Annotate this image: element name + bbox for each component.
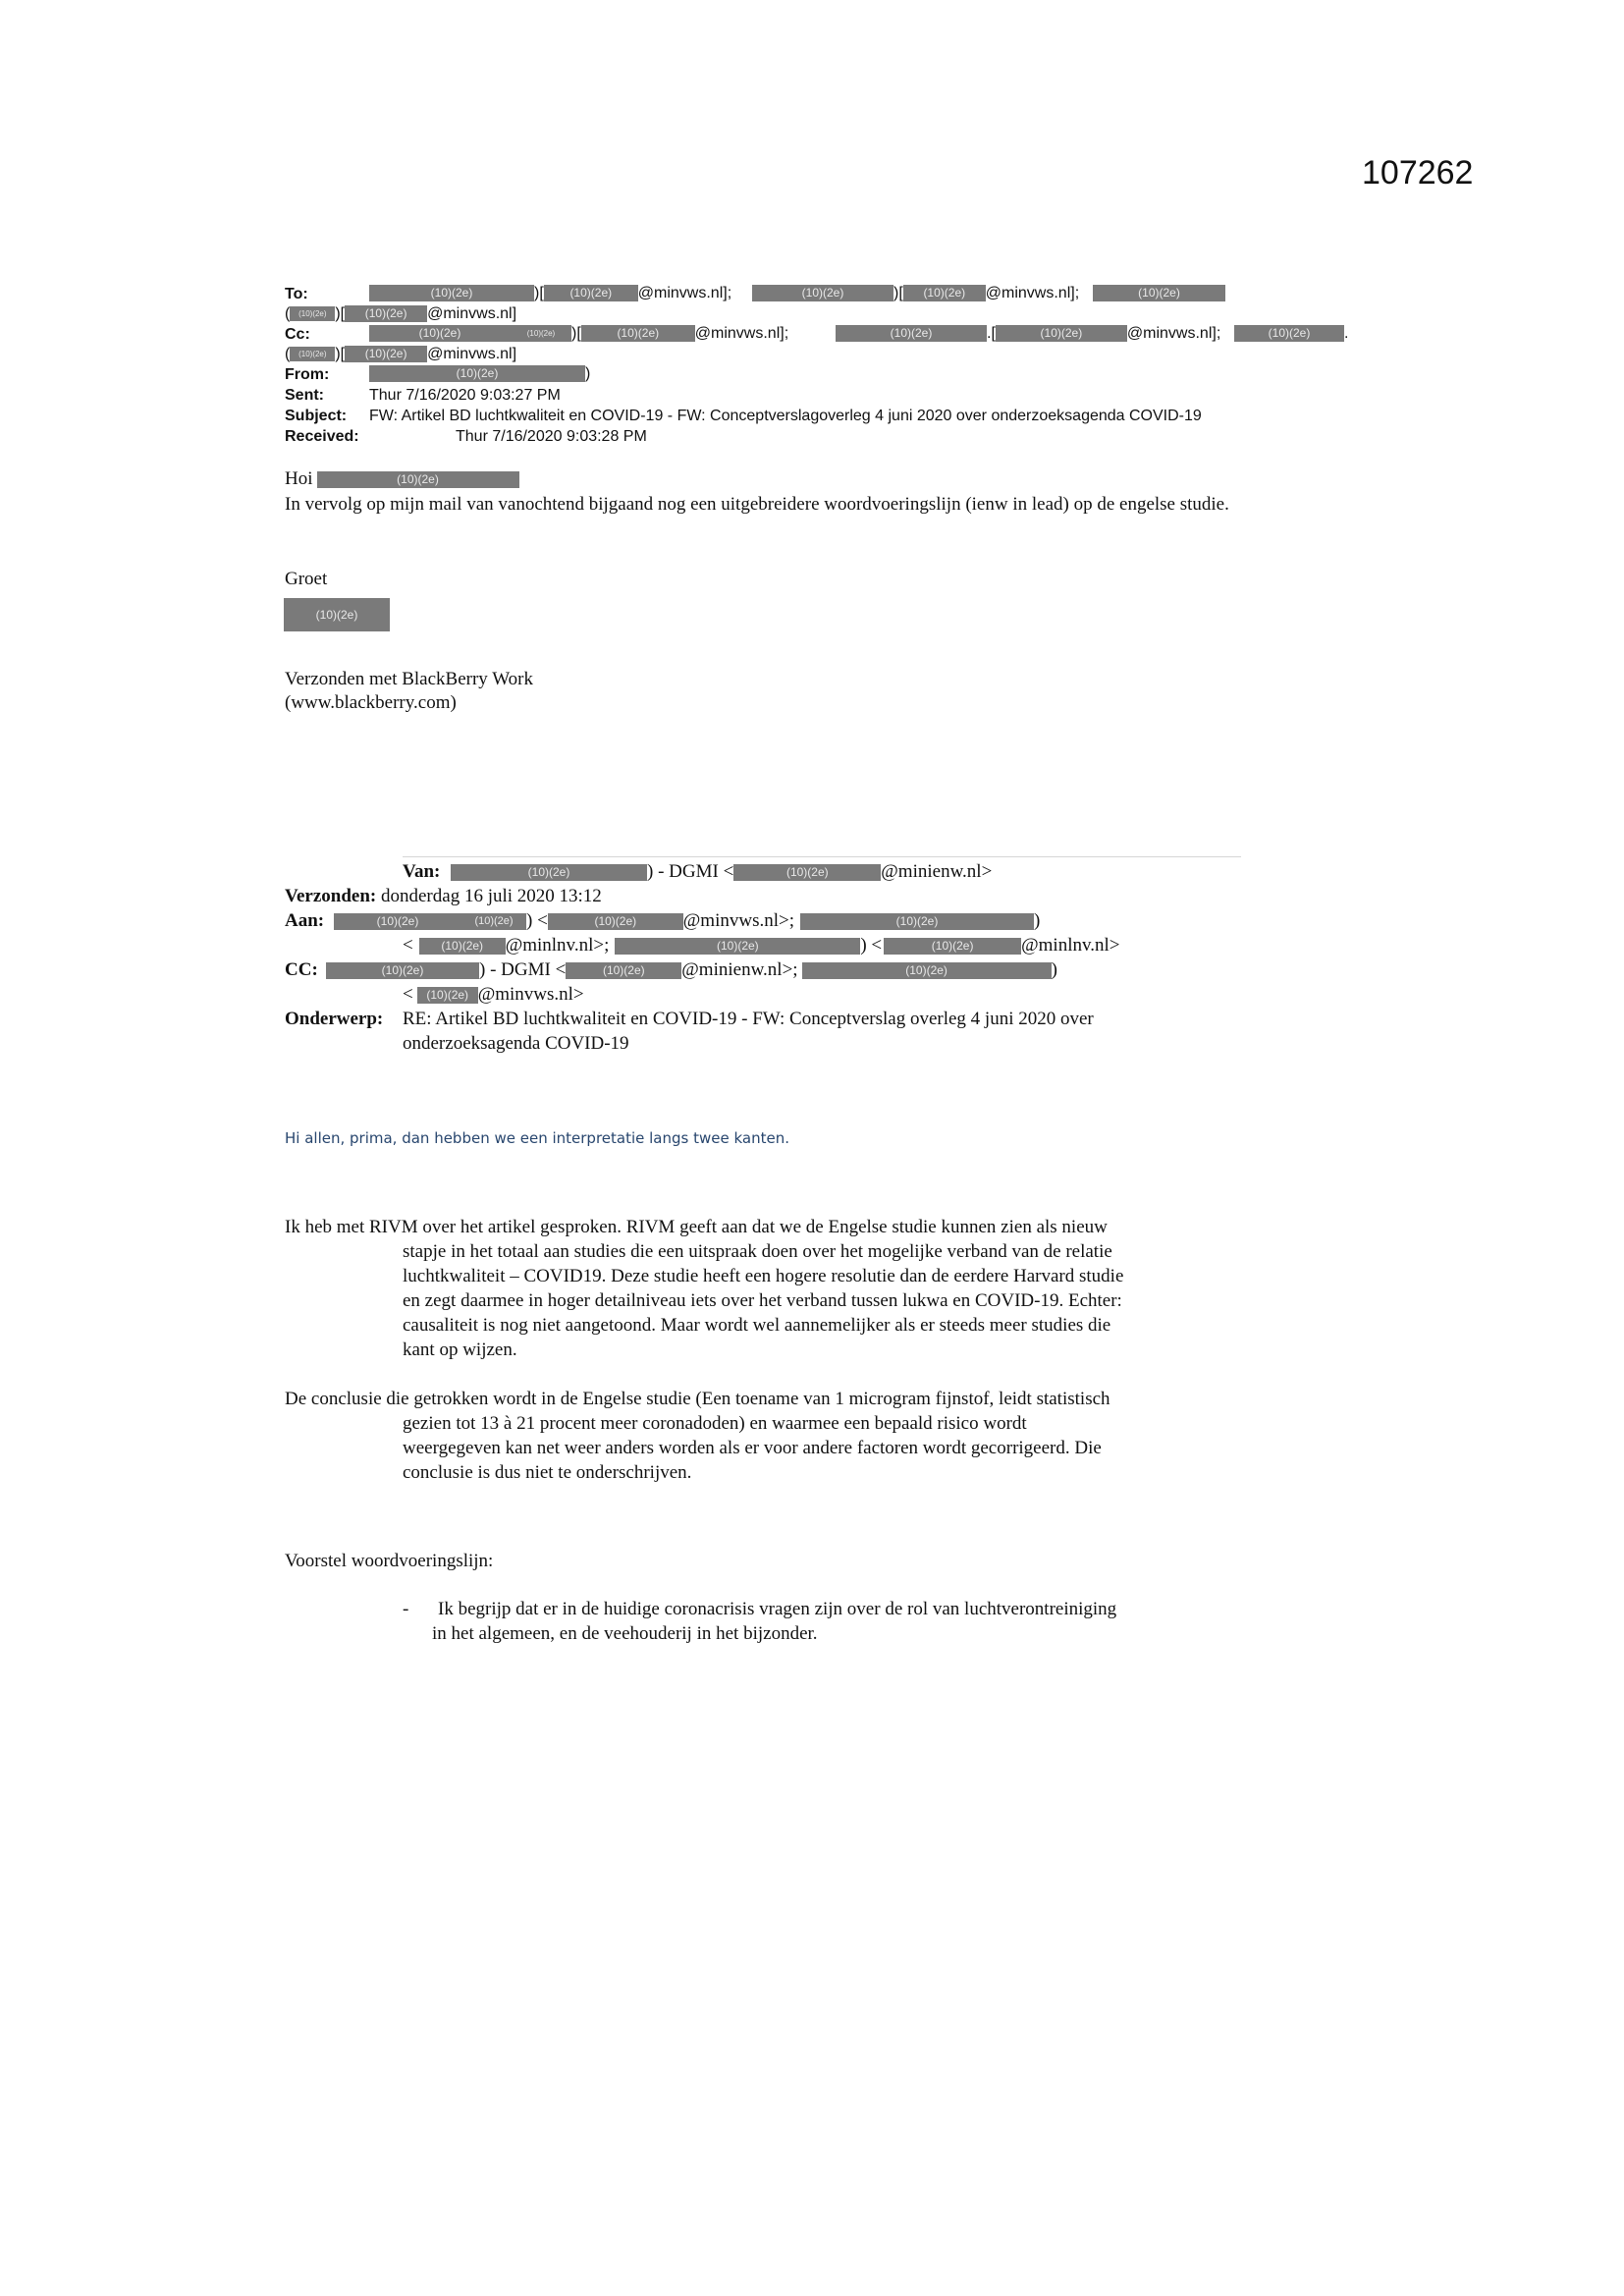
received-label: Received: — [285, 428, 359, 445]
redaction: (10)(2e) — [548, 913, 683, 930]
signature-line-2: (www.blackberry.com) — [285, 692, 457, 713]
bullet-line-1: Ik begrijp dat er in de huidige coronacrisis vragen zijn over de rol van luchtverontreiniging — [438, 1599, 1117, 1619]
redaction: (10)(2e) — [511, 325, 571, 342]
redaction: (10)(2e) — [345, 346, 427, 362]
paragraph-1-line: causaliteit is nog niet aangetoond. Maar wordt wel aannemelijker als er steeds meer studies die — [403, 1315, 1111, 1336]
email-domain: @minvws.nl]; — [1126, 325, 1221, 342]
redaction: (10)(2e) — [1093, 285, 1225, 301]
verzonden-label: Verzonden: — [285, 886, 377, 906]
subject-label: Subject: — [285, 408, 348, 424]
redaction: (10)(2e) — [334, 913, 461, 930]
message-text: In vervolg op mijn mail van vanochtend bijgaand nog een uitgebreidere woordvoeringslijn (ienw in lead) op de engelse studie. — [285, 494, 1229, 515]
email-domain: @minvws.nl]; — [694, 325, 789, 342]
sent-label: Sent: — [285, 387, 324, 404]
redaction: (10)(2e) — [369, 325, 511, 342]
received-value: Thur 7/16/2020 9:03:28 PM — [456, 428, 647, 445]
paragraph-1-line: kant op wijzen. — [403, 1339, 517, 1360]
email-domain: @minvws.nl] — [427, 346, 517, 362]
to-label: To: — [285, 286, 308, 302]
closing: Groet — [285, 569, 328, 589]
van-label: Van: — [403, 861, 441, 882]
onderwerp-line-1: RE: Artikel BD luchtkwaliteit en COVID-19 - FW: Conceptverslag overleg 4 juni 2020 over — [403, 1009, 1094, 1029]
email-domain: @minvws.nl]; — [985, 285, 1080, 301]
sent-value: Thur 7/16/2020 9:03:27 PM — [369, 387, 561, 404]
cc-label: Cc: — [285, 326, 310, 343]
aan-label: Aan: — [285, 910, 325, 931]
onderwerp-label: Onderwerp: — [285, 1009, 384, 1029]
redaction: (10)(2e) — [1234, 325, 1344, 342]
paragraph-2-line: conclusie is dus niet te onderschrijven. — [403, 1462, 692, 1483]
redaction: (10)(2e) — [996, 325, 1127, 342]
paragraph-2-line: weergegeven kan net weer anders worden als er voor andere factoren wordt gecorrigeerd. Die — [403, 1438, 1102, 1458]
redaction: (10)(2e) — [419, 938, 506, 955]
redaction: (10)(2e) — [290, 347, 335, 361]
signature-redaction: (10)(2e) — [284, 598, 390, 631]
redaction: (10)(2e) — [317, 471, 519, 488]
redaction: (10)(2e) — [800, 913, 1034, 930]
paragraph-1-line: luchtkwaliteit – COVID19. Deze studie heeft een hogere resolutie dan de eerdere Harvard studie — [403, 1266, 1124, 1286]
bullet-dash: - — [403, 1599, 409, 1619]
document-number: 107262 — [1362, 154, 1474, 191]
redaction: (10)(2e) — [752, 285, 893, 301]
proposal-title: Voorstel woordvoeringslijn: — [285, 1551, 494, 1571]
redaction: (10)(2e) — [566, 962, 681, 979]
redaction: (10)(2e) — [461, 913, 526, 930]
redaction: (10)(2e) — [369, 365, 585, 382]
paragraph-1-first: Ik heb met RIVM over het artikel gesproken. RIVM geeft aan dat we de Engelse studie kunnen zien als nieuw — [285, 1217, 1108, 1237]
redaction: (10)(2e) — [451, 864, 647, 881]
redaction: (10)(2e) — [836, 325, 987, 342]
verzonden-value: donderdag 16 juli 2020 13:12 — [381, 886, 602, 906]
redaction: (10)(2e) — [733, 864, 881, 881]
redaction: (10)(2e) — [903, 285, 986, 301]
redaction: (10)(2e) — [802, 962, 1052, 979]
from-label: From: — [285, 366, 330, 383]
greeting: Hoi — [285, 468, 313, 489]
paragraph-2-line: gezien tot 13 à 21 procent meer coronadoden) en waarmee een bepaald risico wordt — [403, 1413, 1027, 1434]
email-domain: @minvws.nl] — [427, 305, 517, 322]
signature-line-1: Verzonden met BlackBerry Work — [285, 669, 533, 689]
cc-label-forwarded: CC: — [285, 959, 318, 980]
reply-intro: Hi allen, prima, dan hebben we een interpretatie langs twee kanten. — [285, 1129, 789, 1147]
email-domain: @minvws.nl]; — [637, 285, 732, 301]
onderwerp-line-2: onderzoeksagenda COVID-19 — [403, 1033, 629, 1054]
redaction: (10)(2e) — [544, 285, 638, 301]
redaction: (10)(2e) — [615, 938, 860, 955]
redaction: (10)(2e) — [884, 938, 1021, 955]
redaction: (10)(2e) — [369, 285, 534, 301]
paragraph-2-first: De conclusie die getrokken wordt in de Engelse studie (Een toename van 1 microgram fijnstof, leidt statistisch — [285, 1389, 1110, 1409]
redaction: (10)(2e) — [417, 987, 478, 1004]
separator-line — [403, 856, 1241, 857]
subject-value: FW: Artikel BD luchtkwaliteit en COVID-19 - FW: Conceptverslagoverleg 4 juni 2020 over onderzoeksagenda COVID-19 — [369, 408, 1202, 424]
redaction: (10)(2e) — [290, 306, 335, 321]
redaction: (10)(2e) — [345, 305, 427, 322]
paragraph-1-line: en zegt daarmee in hoger detailniveau iets over het verband tussen lukwa en COVID-19. Echter: — [403, 1290, 1122, 1311]
bullet-line-2: in het algemeen, en de veehouderij in het bijzonder. — [432, 1623, 818, 1644]
redaction: (10)(2e) — [581, 325, 695, 342]
paragraph-1-line: stapje in het totaal aan studies die een uitspraak doen over het mogelijke verband van de relatie — [403, 1241, 1112, 1262]
redaction: (10)(2e) — [326, 962, 479, 979]
